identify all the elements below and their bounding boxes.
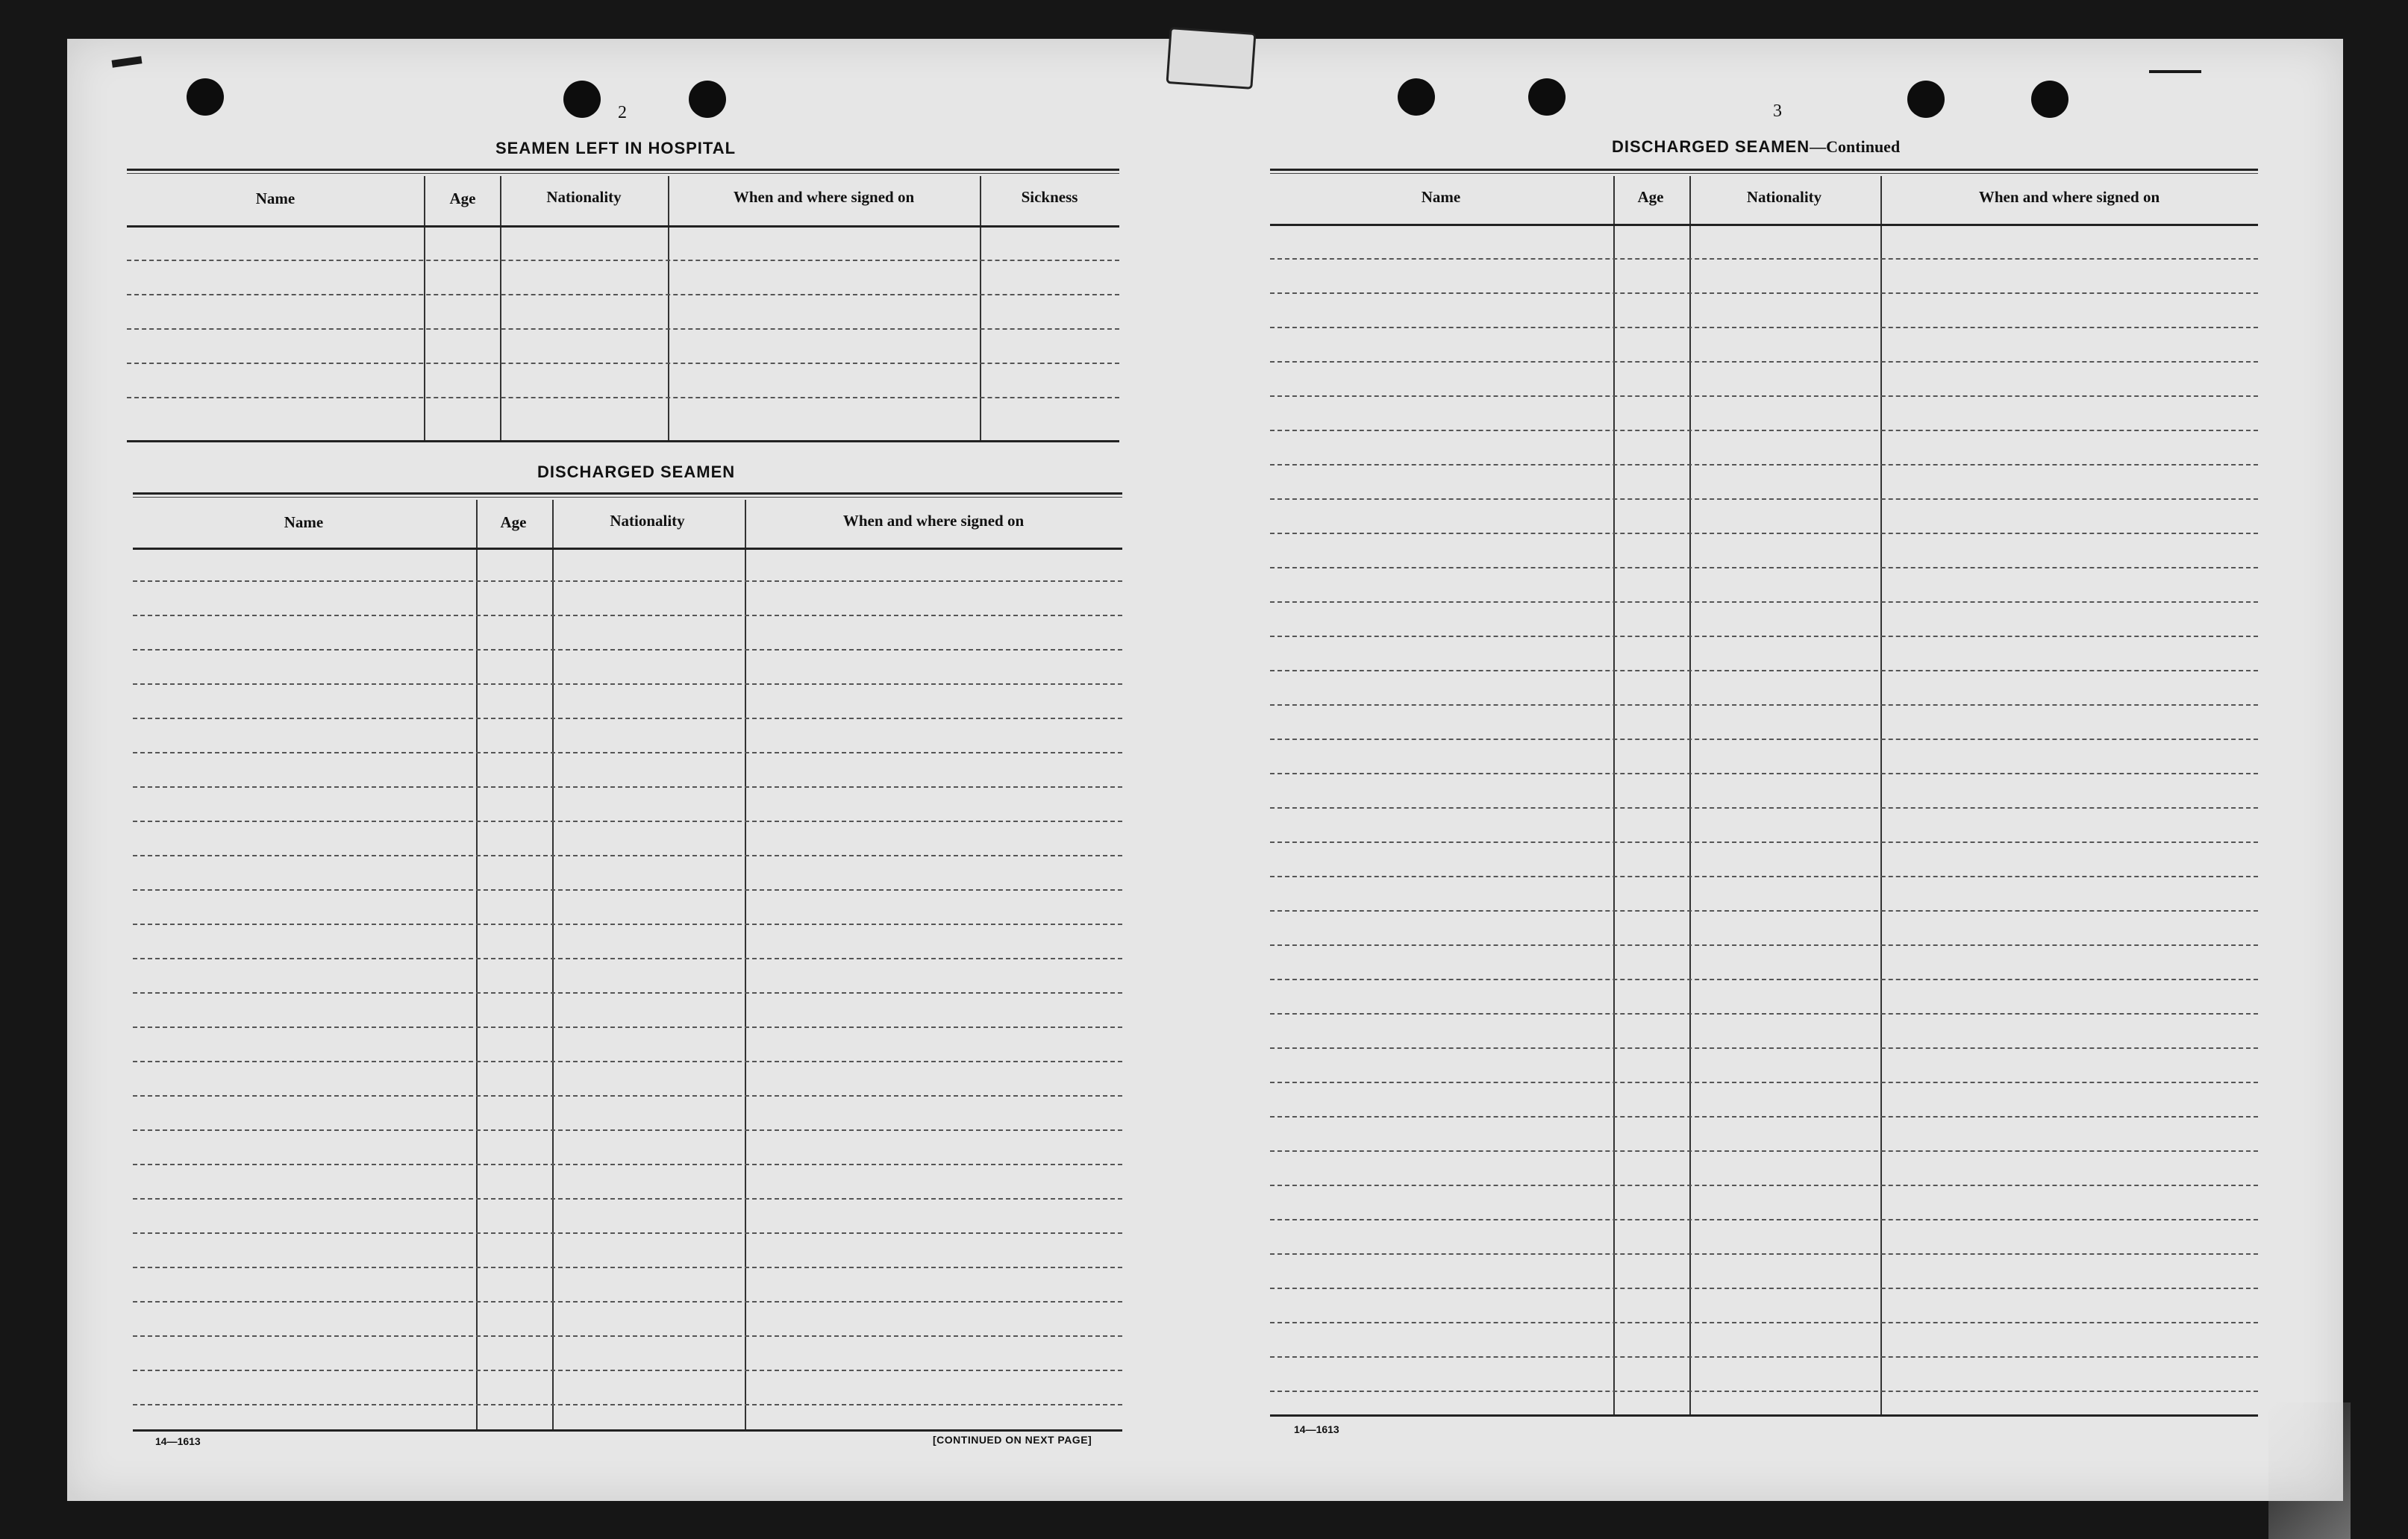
col-header-name: Name <box>284 513 324 531</box>
entry-line <box>127 328 1119 330</box>
entry-line <box>1270 1150 2258 1152</box>
punch-hole-3 <box>689 81 726 118</box>
entry-line <box>1270 910 2258 912</box>
entry-line <box>127 363 1119 364</box>
entry-line <box>1270 944 2258 946</box>
entry-line <box>1270 876 2258 877</box>
column-divider <box>552 500 554 1431</box>
col-header-nationality: Nationality <box>610 512 685 530</box>
entry-line <box>127 260 1119 261</box>
page-curl-shadow <box>2268 1402 2351 1539</box>
entry-line <box>1270 533 2258 534</box>
entry-line <box>1270 979 2258 980</box>
entry-line <box>133 718 1122 719</box>
punch-hole-2 <box>563 81 601 118</box>
discharged-table-left <box>133 492 1122 1432</box>
col-header-signed-on: When and where signed on <box>1978 188 2160 206</box>
entry-line <box>1270 1322 2258 1323</box>
table-top-rule <box>133 492 1122 498</box>
entry-line <box>1270 395 2258 397</box>
column-divider <box>745 500 746 1431</box>
column-divider <box>980 176 981 442</box>
entry-line <box>1270 1391 2258 1392</box>
entry-line <box>1270 1047 2258 1049</box>
entry-line <box>133 786 1122 788</box>
entry-line <box>133 649 1122 651</box>
entry-line <box>1270 704 2258 706</box>
discharged-continued-title <box>1612 137 1900 157</box>
entry-line <box>1270 498 2258 500</box>
punch-hole-6 <box>1907 81 1945 118</box>
entry-line <box>1270 841 2258 843</box>
entry-line <box>133 958 1122 959</box>
col-header-age: Age <box>500 513 527 531</box>
entry-line <box>1270 1253 2258 1255</box>
entry-line <box>1270 464 2258 466</box>
entry-line <box>1270 807 2258 809</box>
table-bottom-rule <box>127 440 1119 442</box>
page-number-right: 3 <box>1773 101 1782 121</box>
col-header-name: Name <box>255 189 295 207</box>
entry-line <box>1270 1185 2258 1186</box>
entry-line <box>133 1164 1122 1165</box>
entry-line <box>1270 601 2258 603</box>
entry-line <box>133 1370 1122 1371</box>
col-header-signed-on: When and where signed on <box>842 512 1025 530</box>
form-number-left: 14—1613 <box>155 1435 201 1447</box>
table-top-rule <box>127 169 1119 174</box>
entry-line <box>1270 1082 2258 1083</box>
discharged-table-right <box>1270 169 2258 1416</box>
scan-mark <box>2149 70 2201 73</box>
entry-line <box>133 1026 1122 1028</box>
entry-line <box>1270 1288 2258 1289</box>
punch-hole-4 <box>1398 78 1435 116</box>
discharged-section-title: DISCHARGED SEAMEN <box>537 463 736 481</box>
page-number-left: 2 <box>618 103 627 122</box>
entry-line <box>1270 773 2258 774</box>
punch-hole-7 <box>2031 81 2068 118</box>
entry-line <box>1270 361 2258 363</box>
entry-line <box>133 1301 1122 1303</box>
entry-line <box>133 821 1122 822</box>
entry-line <box>133 752 1122 753</box>
hospital-section-title: SEAMEN LEFT IN HOSPITAL <box>495 139 737 157</box>
entry-line <box>133 683 1122 685</box>
hospital-table <box>127 169 1119 445</box>
continued-on-next-page: [CONTINUED ON NEXT PAGE] <box>933 1434 1092 1446</box>
entry-line <box>133 1335 1122 1337</box>
col-header-nationality: Nationality <box>1746 188 1822 206</box>
entry-line <box>133 1267 1122 1268</box>
entry-line <box>1270 1116 2258 1118</box>
entry-line <box>133 1061 1122 1062</box>
entry-line <box>127 397 1119 398</box>
entry-line <box>1270 670 2258 671</box>
table-top-rule <box>1270 169 2258 174</box>
entry-line <box>133 992 1122 994</box>
discharged-continued-title-main: DISCHARGED SEAMEN <box>1612 137 1810 156</box>
entry-line <box>133 855 1122 856</box>
column-divider <box>668 176 669 442</box>
entry-line <box>133 580 1122 582</box>
entry-line <box>133 1232 1122 1234</box>
form-number-right: 14—1613 <box>1294 1423 1339 1435</box>
table-bottom-rule <box>133 1429 1122 1432</box>
entry-line <box>1270 1219 2258 1220</box>
col-header-nationality: Nationality <box>546 188 622 206</box>
binding-tab-mark <box>1166 27 1256 90</box>
discharged-continued-title-suffix: —Continued <box>1810 137 1901 156</box>
table-bottom-rule <box>1270 1414 2258 1417</box>
entry-line <box>1270 567 2258 568</box>
entry-line <box>1270 430 2258 431</box>
column-divider <box>424 176 425 442</box>
entry-line <box>1270 1356 2258 1358</box>
header-rule <box>1270 224 2258 226</box>
punch-hole-1 <box>187 78 224 116</box>
entry-line <box>1270 636 2258 637</box>
column-divider <box>476 500 478 1431</box>
col-header-name: Name <box>1421 188 1461 206</box>
header-rule <box>133 548 1122 550</box>
entry-line <box>1270 292 2258 294</box>
entry-line <box>127 294 1119 295</box>
entry-line <box>133 615 1122 616</box>
entry-line <box>133 1404 1122 1405</box>
entry-line <box>1270 1013 2258 1015</box>
entry-line <box>1270 327 2258 328</box>
entry-line <box>133 1129 1122 1131</box>
punch-hole-5 <box>1528 78 1566 116</box>
header-rule <box>127 225 1119 228</box>
col-header-signed-on: When and where signed on <box>733 188 915 206</box>
column-divider <box>500 176 501 442</box>
entry-line <box>1270 258 2258 260</box>
col-header-sickness: Sickness <box>1021 188 1078 206</box>
col-header-age: Age <box>1637 188 1664 206</box>
entry-line <box>133 1198 1122 1200</box>
entry-line <box>133 889 1122 891</box>
entry-line <box>133 1095 1122 1097</box>
col-header-age: Age <box>449 189 476 207</box>
entry-line <box>1270 739 2258 740</box>
entry-line <box>133 924 1122 925</box>
